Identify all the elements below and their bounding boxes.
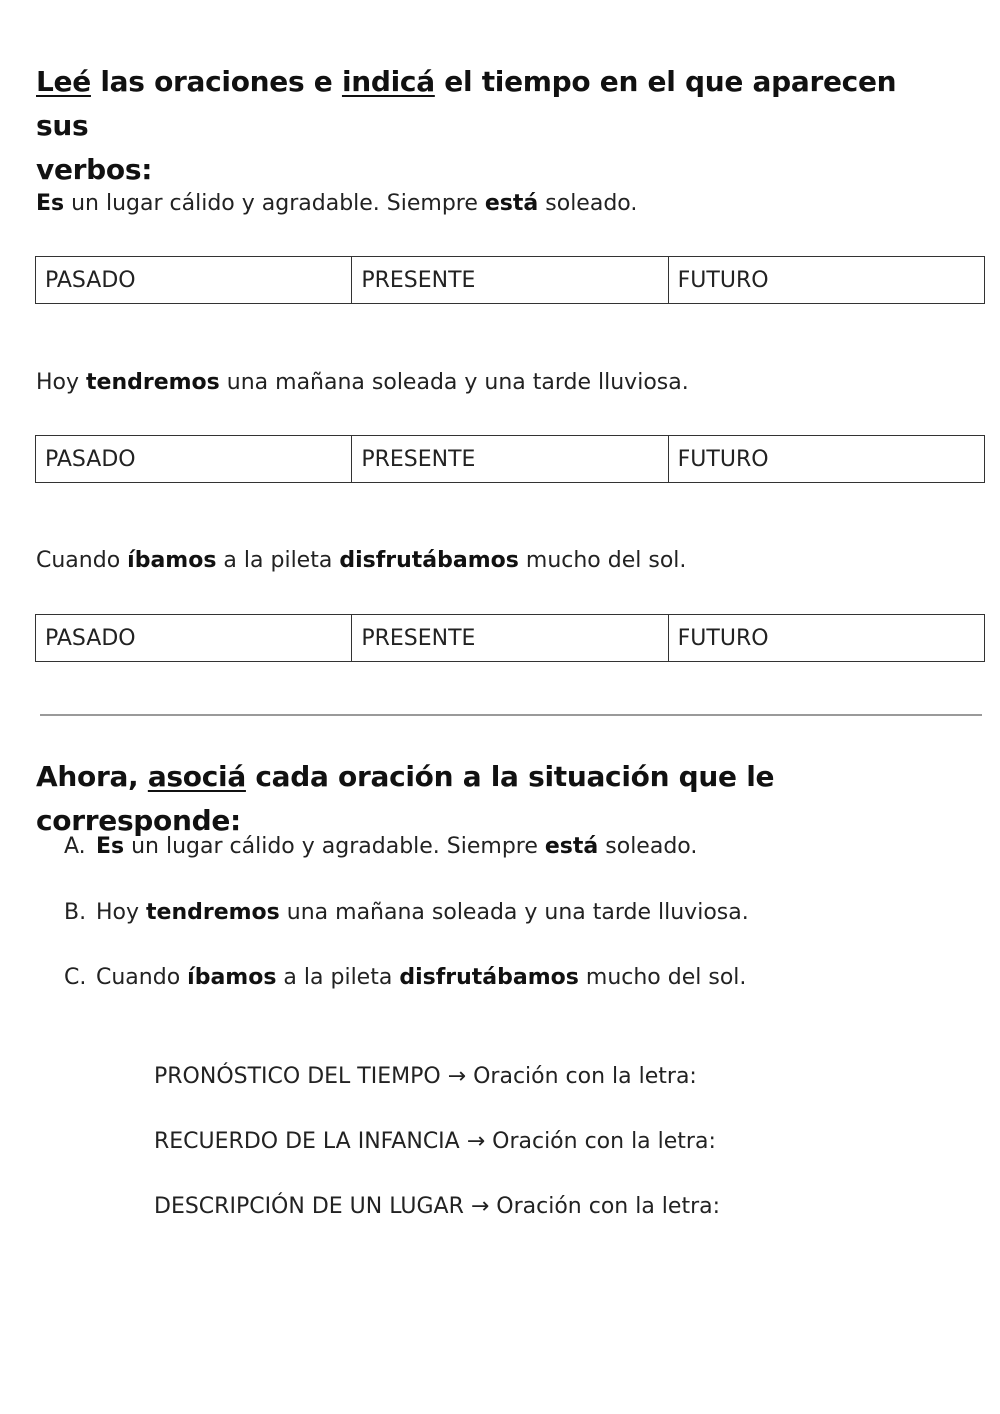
option-letter: A. xyxy=(64,834,86,859)
list-item: B. Hoy tendremos una mañana soleada y una tarde lluviosa. xyxy=(64,894,749,960)
match-recuerdo[interactable]: RECUERDO DE LA INFANCIA → Oración con la letra: xyxy=(154,1129,716,1154)
option-pasado[interactable]: PASADO xyxy=(36,257,352,304)
option-pasado[interactable]: PASADO xyxy=(36,615,352,662)
tense-options-2 xyxy=(35,435,985,483)
sentence-3: Cuando íbamos a la pileta disfrutábamos mucho del sol. xyxy=(36,548,687,573)
section2-heading: Ahora, asociá cada oración a la situación que le corresponde: xyxy=(36,760,775,837)
option-presente[interactable]: PRESENTE xyxy=(352,257,668,304)
heading-word-lee: Leé xyxy=(36,65,91,98)
list-item: C. Cuando íbamos a la pileta disfrutábamos mucho del sol. xyxy=(64,959,749,1025)
option-futuro[interactable]: FUTURO xyxy=(668,615,984,662)
tense-options-3 xyxy=(35,614,985,662)
sentence-options-list xyxy=(64,828,749,1025)
sentence-1: Es un lugar cálido y agradable. Siempre está soleado. xyxy=(36,191,638,216)
option-futuro[interactable]: FUTURO xyxy=(668,257,984,304)
section1-heading: Leé las oraciones e indicá el tiempo en el que aparecen sus verbos: xyxy=(36,65,897,186)
option-futuro[interactable]: FUTURO xyxy=(668,436,984,483)
matching-list xyxy=(154,1058,720,1253)
list-item: A. Es un lugar cálido y agradable. Siempre está soleado. xyxy=(64,828,749,894)
option-letter: B. xyxy=(64,899,87,925)
option-pasado[interactable]: PASADO xyxy=(36,436,352,483)
option-letter: C. xyxy=(64,965,87,990)
heading-word-indica: indicá xyxy=(341,65,435,98)
match-pronostico[interactable]: PRONÓSTICO DEL TIEMPO → Oración con la letra: xyxy=(154,1064,697,1089)
section-divider xyxy=(40,714,982,716)
match-descripcion[interactable]: DESCRIPCIÓN DE UN LUGAR → Oración con la letra: xyxy=(154,1194,721,1219)
sentence-2: Hoy tendremos una mañana soleada y una tarde lluviosa. xyxy=(36,370,689,395)
option-presente[interactable]: PRESENTE xyxy=(352,615,668,662)
heading-word-asocia: asociá xyxy=(147,760,246,793)
tense-options-1 xyxy=(35,256,985,304)
option-presente[interactable]: PRESENTE xyxy=(352,436,668,483)
